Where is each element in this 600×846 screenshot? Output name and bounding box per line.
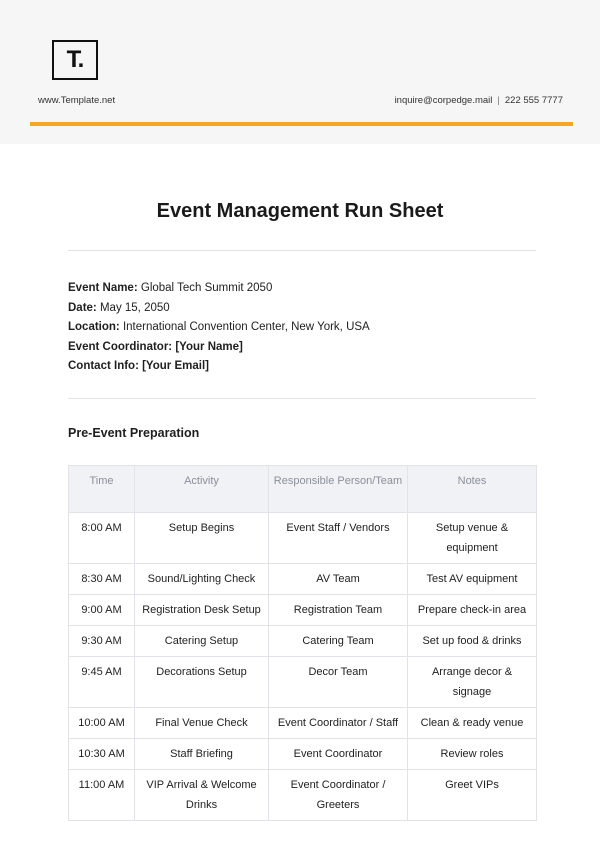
phone-text: 222 555 7777	[504, 95, 563, 106]
table-row	[69, 595, 537, 626]
cell-time: 8:00 AM	[69, 513, 135, 564]
column-header-time: Time	[69, 466, 135, 513]
table-row	[69, 564, 537, 595]
contact-label: Contact Info: [Your Email]	[68, 360, 209, 373]
column-header-notes: Notes	[408, 466, 537, 513]
cell-notes: Clean & ready venue	[408, 708, 537, 739]
event-name-line	[68, 279, 370, 299]
run-sheet-table	[68, 465, 537, 821]
cell-responsible: Event Coordinator / Greeters	[269, 770, 408, 821]
cell-time: 8:30 AM	[69, 564, 135, 595]
accent-bar	[30, 122, 573, 126]
logo	[52, 40, 98, 80]
website-text: www.Template.net	[38, 95, 116, 106]
coordinator-line	[68, 338, 370, 358]
cell-activity: Final Venue Check	[135, 708, 269, 739]
table-row	[69, 626, 537, 657]
table-row	[69, 513, 537, 564]
event-name-label: Event Name:	[68, 282, 138, 294]
cell-responsible: Event Coordinator	[269, 739, 408, 770]
cell-notes: Greet VIPs	[408, 770, 537, 821]
cell-activity: Staff Briefing	[135, 739, 269, 770]
coordinator-label: Event Coordinator: [Your Name]	[68, 340, 243, 353]
cell-responsible: Decor Team	[269, 657, 408, 708]
cell-notes: Arrange decor & signage	[408, 657, 537, 708]
cell-activity: Catering Setup	[135, 626, 269, 657]
date-value: May 15, 2050	[99, 301, 170, 314]
cell-responsible: Registration Team	[269, 595, 408, 626]
table-row	[69, 708, 537, 739]
cell-notes: Setup venue & equipment	[408, 513, 537, 564]
document-title: Event Management Run Sheet	[156, 200, 444, 222]
contact-info	[395, 95, 563, 106]
cell-time: 9:30 AM	[69, 626, 135, 657]
contact-line	[68, 357, 370, 377]
location-value: International Convention Center, New York, USA	[122, 321, 370, 334]
cell-time: 9:45 AM	[69, 657, 135, 708]
table-row	[69, 770, 537, 821]
column-header-activity: Activity	[135, 466, 269, 513]
separator: |	[497, 95, 500, 106]
cell-notes: Review roles	[408, 739, 537, 770]
cell-responsible: Event Staff / Vendors	[269, 513, 408, 564]
cell-time: 10:30 AM	[69, 739, 135, 770]
email-text: inquire@corpedge.mail	[394, 95, 493, 106]
cell-activity: Decorations Setup	[135, 657, 269, 708]
cell-time: 10:00 AM	[69, 708, 135, 739]
cell-responsible: Event Coordinator / Staff	[269, 708, 408, 739]
event-name-value: Global Tech Summit 2050	[140, 282, 273, 294]
title-divider	[68, 250, 536, 251]
cell-activity: Registration Desk Setup	[135, 595, 269, 626]
page-header	[0, 0, 600, 144]
info-divider	[68, 398, 536, 399]
location-line	[68, 318, 370, 338]
cell-activity: VIP Arrival & Welcome Drinks	[135, 770, 269, 821]
cell-notes: Test AV equipment	[408, 564, 537, 595]
date-line	[68, 299, 370, 319]
table-row	[69, 657, 537, 708]
cell-activity: Sound/Lighting Check	[135, 564, 269, 595]
event-info	[68, 279, 370, 377]
cell-notes: Set up food & drinks	[408, 626, 537, 657]
section-title: Pre-Event Preparation	[68, 426, 200, 440]
column-header-responsible: Responsible Person/Team	[269, 466, 408, 513]
location-label: Location:	[68, 321, 120, 334]
cell-responsible: Catering Team	[269, 626, 408, 657]
cell-activity: Setup Begins	[135, 513, 269, 564]
table-row	[69, 739, 537, 770]
cell-time: 11:00 AM	[69, 770, 135, 821]
cell-time: 9:00 AM	[69, 595, 135, 626]
cell-notes: Prepare check-in area	[408, 595, 537, 626]
table-header-row	[69, 466, 537, 513]
cell-responsible: AV Team	[269, 564, 408, 595]
logo-text: T.	[66, 46, 84, 73]
date-label: Date:	[68, 301, 97, 314]
